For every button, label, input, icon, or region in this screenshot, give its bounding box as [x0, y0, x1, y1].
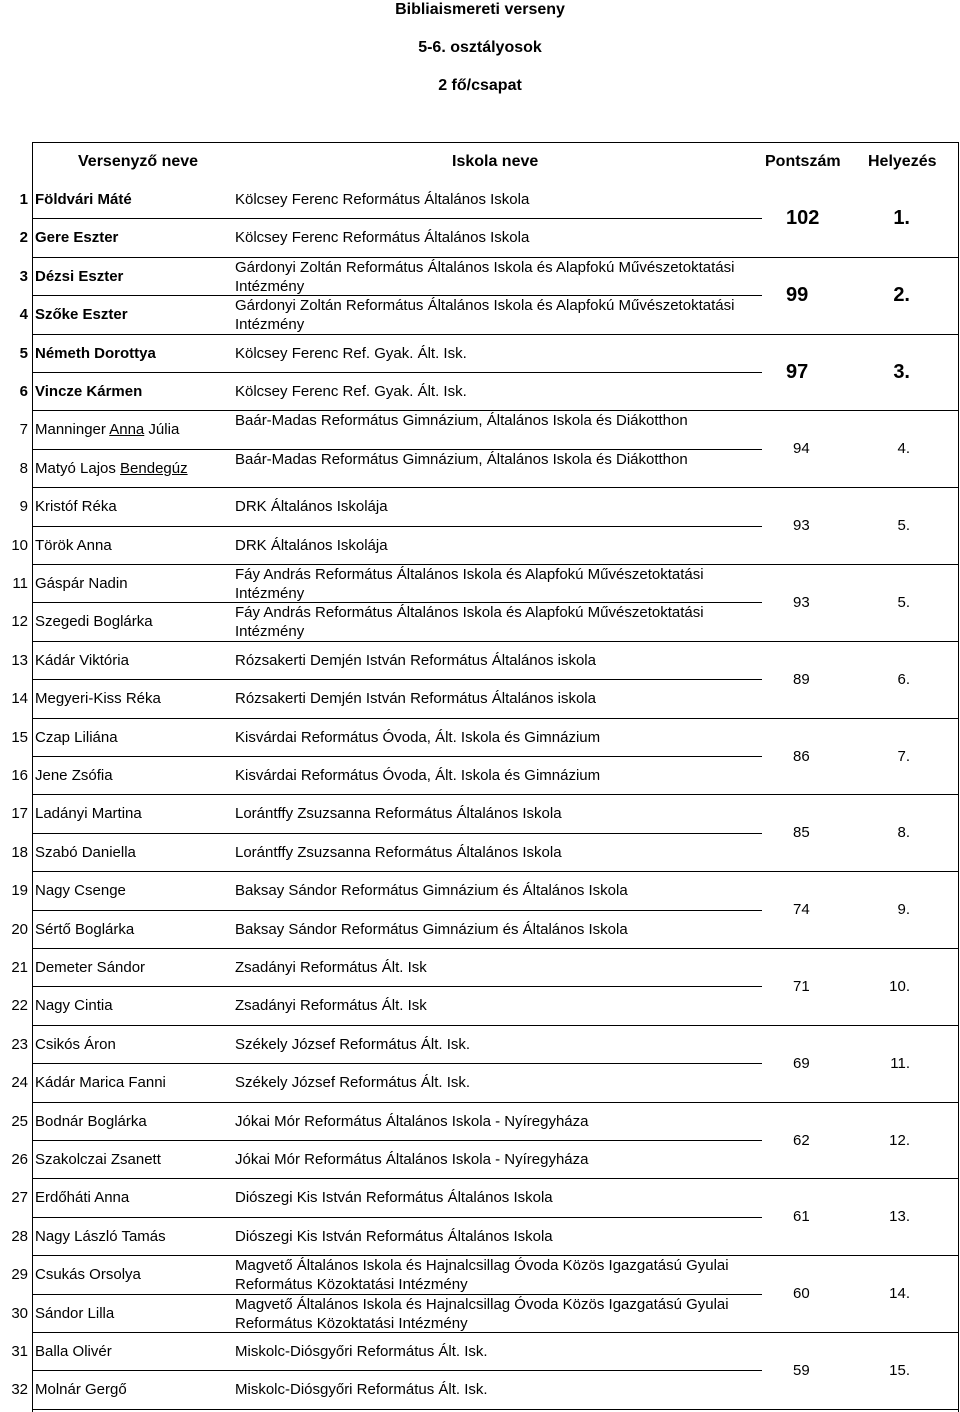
- contestant-name: Gáspár Nadin: [35, 575, 128, 592]
- row-divider: [32, 1063, 762, 1064]
- school-name: Székely József Református Ált. Isk.: [235, 1074, 471, 1092]
- row-number: 7: [19, 421, 28, 439]
- school-name: Jókai Mór Református Általános Iskola - Nyíregyháza: [235, 1151, 589, 1168]
- row-divider: [32, 487, 959, 488]
- contestant-name: Megyeri-Kiss Réka: [35, 690, 161, 708]
- contestant-name: Jene Zsófia: [35, 767, 113, 784]
- school-name: Magvető Általános Iskola és Hajnalcsillag Óvoda Közös Igazgatású Gyulai Református Közoktatási Intézmény: [235, 1295, 729, 1332]
- school-name: Diószegi Kis István Református Általános Iskola: [235, 1189, 553, 1207]
- row-number: 17: [11, 805, 28, 823]
- header-place: Helyezés: [868, 153, 937, 170]
- contestant-name: Németh Dorottya: [35, 344, 156, 362]
- row-divider: [32, 756, 762, 757]
- row-number: 31: [11, 1343, 28, 1360]
- row-divider: [32, 1025, 959, 1026]
- place-value: 3.: [893, 360, 910, 383]
- points-value: 69: [793, 1054, 810, 1072]
- points-value: 93: [793, 594, 810, 611]
- row-divider: [32, 1409, 959, 1410]
- row-number: 5: [19, 344, 28, 362]
- contestant-name: Szakolczai Zsanett: [35, 1151, 161, 1168]
- row-number: 20: [11, 920, 28, 938]
- points-value: 61: [793, 1208, 810, 1226]
- row-number: 32: [11, 1381, 28, 1399]
- points-value: 97: [786, 360, 809, 383]
- place-value: 4.: [897, 440, 910, 458]
- contestant-name: Török Anna: [35, 536, 112, 554]
- name-part: Bendegúz: [120, 459, 188, 477]
- contestant-name: Sértő Boglárka: [35, 920, 135, 938]
- school-name: Baksay Sándor Református Gimnázium és Általános Iskola: [235, 882, 628, 900]
- row-number: 14: [11, 690, 28, 708]
- school-name: Kölcsey Ferenc Református Általános Iskola: [235, 191, 530, 208]
- school-name: Rózsakerti Demjén István Református Általános iskola: [235, 690, 596, 708]
- row-number: 9: [19, 498, 28, 516]
- school-name: Gárdonyi Zoltán Református Általános Iskola és Alapfokú Művészetoktatási Intézmény: [235, 297, 735, 334]
- header-school: Iskola neve: [452, 153, 539, 170]
- row-number: 26: [11, 1151, 28, 1168]
- place-value: 11.: [890, 1054, 910, 1072]
- contestant-name: Molnár Gergő: [35, 1381, 127, 1399]
- header-name: Versenyző neve: [78, 153, 199, 170]
- place-value: 14.: [889, 1285, 910, 1303]
- place-value: 7.: [897, 747, 910, 765]
- column-divider: [32, 142, 33, 1412]
- school-name: Gárdonyi Zoltán Református Általános Iskola és Alapfokú Művészetoktatási Intézmény: [235, 258, 735, 295]
- contestant-name: Sándor Lilla: [35, 1304, 115, 1322]
- contestant-name: Demeter Sándor: [35, 959, 146, 976]
- place-value: 15.: [889, 1362, 910, 1379]
- row-divider: [32, 718, 959, 719]
- points-value: 59: [793, 1362, 810, 1379]
- row-number: 19: [11, 882, 28, 900]
- school-name: Jókai Mór Református Általános Iskola - Nyíregyháza: [235, 1112, 589, 1130]
- points-value: 102: [786, 207, 820, 229]
- row-divider: [32, 1140, 762, 1141]
- contestant-name: Nagy Csenge: [35, 882, 126, 900]
- row-number: 10: [11, 536, 28, 554]
- name-part: Manninger: [35, 421, 110, 439]
- column-divider: [958, 142, 959, 1412]
- school-name: DRK Általános Iskolája: [235, 536, 388, 554]
- row-number: 8: [19, 459, 28, 477]
- contestant-name: Csukás Orsolya: [35, 1266, 141, 1284]
- grade-subtitle: 5-6. osztályosok: [418, 39, 542, 56]
- row-number: 27: [11, 1189, 28, 1207]
- row-divider: [32, 526, 762, 527]
- contestant-name: Dézsi Eszter: [35, 267, 124, 285]
- row-divider: [32, 794, 959, 795]
- row-divider: [32, 910, 762, 911]
- school-name: Miskolc-Diósgyőri Református Ált. Isk.: [235, 1343, 488, 1360]
- contestant-name: Földvári Máté: [35, 191, 132, 208]
- row-number: 11: [12, 575, 28, 592]
- school-name: Lorántffy Zsuzsanna Református Általános Iskola: [235, 805, 562, 823]
- row-divider: [32, 1217, 762, 1218]
- row-divider: [32, 871, 959, 872]
- points-value: 89: [793, 670, 810, 688]
- contestant-name: Erdőháti Anna: [35, 1189, 130, 1207]
- competition-title: Bibliaismereti verseny: [395, 1, 565, 18]
- school-name: Baár-Madas Református Gimnázium, Általános Iskola és Diákotthon: [235, 412, 688, 430]
- contestant-name: Nagy László Tamás: [35, 1227, 166, 1245]
- contestant-name: Vincze Kármen: [35, 383, 143, 400]
- school-name: Zsadányi Református Ált. Isk: [235, 997, 427, 1015]
- contestant-name: Gere Eszter: [35, 229, 119, 247]
- school-name: Baksay Sándor Református Gimnázium és Általános Iskola: [235, 920, 628, 938]
- row-divider: [32, 833, 762, 834]
- school-name: Kisvárdai Református Óvoda, Ált. Iskola és Gimnázium: [235, 728, 601, 746]
- place-value: 10.: [889, 978, 910, 995]
- school-name: Diószegi Kis István Református Általános Iskola: [235, 1227, 553, 1245]
- row-divider: [32, 218, 762, 219]
- row-number: 3: [19, 267, 28, 285]
- school-name: Baár-Madas Református Gimnázium, Általános Iskola és Diákotthon: [235, 450, 688, 468]
- school-name: Fáy András Református Általános Iskola és Alapfokú Művészetoktatási Intézmény: [235, 604, 704, 641]
- contestant-name: Kádár Marica Fanni: [35, 1074, 166, 1092]
- points-value: 60: [793, 1285, 810, 1303]
- row-divider: [32, 142, 959, 143]
- place-value: 5.: [897, 517, 910, 535]
- contestant-name: Bodnár Boglárka: [35, 1112, 147, 1130]
- place-value: 8.: [897, 824, 910, 842]
- contestant-name: Balla Olivér: [35, 1343, 112, 1360]
- row-number: 22: [11, 997, 28, 1015]
- row-number: 15: [11, 728, 28, 746]
- contestant-name: Kádár Viktória: [35, 651, 129, 669]
- name-part: Anna: [109, 421, 145, 439]
- row-number: 6: [19, 383, 28, 400]
- school-name: DRK Általános Iskolája: [235, 498, 388, 516]
- header-points: Pontszám: [765, 153, 841, 170]
- row-divider: [32, 1178, 959, 1179]
- school-name: Kölcsey Ferenc Református Általános Iskola: [235, 229, 530, 247]
- points-value: 71: [793, 978, 810, 995]
- school-name: Miskolc-Diósgyőri Református Ált. Isk.: [235, 1381, 488, 1399]
- contestant-name: Ladányi Martina: [35, 805, 142, 823]
- name-part: Matyó Lajos: [35, 459, 121, 477]
- school-name: Magvető Általános Iskola és Hajnalcsillag Óvoda Közös Igazgatású Gyulai Református Közoktatási Intézmény: [235, 1257, 729, 1294]
- place-value: 9.: [897, 901, 910, 919]
- contestant-name: Nagy Cintia: [35, 997, 113, 1015]
- school-name: Lorántffy Zsuzsanna Református Általános Iskola: [235, 843, 562, 861]
- row-number: 30: [11, 1304, 28, 1322]
- contestant-name: [35, 420, 179, 439]
- school-name: Zsadányi Református Ált. Isk: [235, 959, 427, 976]
- row-number: 16: [11, 767, 28, 784]
- place-value: 5.: [897, 594, 910, 611]
- row-divider: [32, 1370, 762, 1371]
- contestant-name: Kristóf Réka: [35, 498, 117, 516]
- place-value: 1.: [893, 207, 910, 229]
- row-number: 12: [11, 613, 28, 631]
- contestant-name: Szőke Eszter: [35, 306, 128, 324]
- row-divider: [32, 679, 762, 680]
- row-number: 28: [11, 1227, 28, 1245]
- row-number: 25: [11, 1112, 28, 1130]
- points-value: 93: [793, 517, 810, 535]
- points-value: 94: [793, 440, 810, 458]
- contestant-name: Czap Liliána: [35, 728, 118, 746]
- name-part: Júlia: [144, 421, 180, 439]
- row-number: 29: [11, 1266, 28, 1284]
- row-number: 4: [19, 306, 28, 324]
- team-size-subtitle: 2 fő/csapat: [438, 77, 522, 94]
- row-number: 21: [11, 959, 28, 976]
- row-divider: [32, 986, 762, 987]
- points-value: 62: [793, 1131, 810, 1149]
- place-value: 6.: [897, 670, 910, 688]
- row-divider: [32, 948, 959, 949]
- row-divider: [32, 1332, 959, 1333]
- row-divider: [32, 334, 959, 335]
- contestant-name: Csikós Áron: [35, 1035, 116, 1053]
- row-number: 24: [11, 1074, 28, 1092]
- contestant-name: [35, 459, 188, 478]
- points-value: 99: [786, 283, 809, 306]
- row-number: 23: [11, 1035, 28, 1053]
- row-number: 1: [19, 191, 28, 208]
- school-name: Székely József Református Ált. Isk.: [235, 1035, 471, 1053]
- row-divider: [32, 372, 762, 373]
- row-divider: [32, 641, 959, 642]
- school-name: Kölcsey Ferenc Ref. Gyak. Ált. Isk.: [235, 383, 467, 400]
- school-name: Fáy András Református Általános Iskola és Alapfokú Művészetoktatási Intézmény: [235, 566, 704, 602]
- contestant-name: Szabó Daniella: [35, 843, 136, 861]
- place-value: 13.: [889, 1208, 910, 1226]
- row-divider: [32, 1102, 959, 1103]
- school-name: Kölcsey Ferenc Ref. Gyak. Ált. Isk.: [235, 344, 467, 362]
- place-value: 2.: [893, 283, 910, 306]
- row-number: 13: [11, 651, 28, 669]
- points-value: 85: [793, 824, 810, 842]
- place-value: 12.: [889, 1131, 910, 1149]
- school-name: Rózsakerti Demjén István Református Általános iskola: [235, 651, 596, 669]
- row-number: 2: [19, 229, 28, 247]
- points-value: 86: [793, 747, 810, 765]
- row-number: 18: [11, 843, 28, 861]
- school-name: Kisvárdai Református Óvoda, Ált. Iskola és Gimnázium: [235, 767, 601, 784]
- points-value: 74: [793, 901, 810, 919]
- contestant-name: Szegedi Boglárka: [35, 613, 153, 631]
